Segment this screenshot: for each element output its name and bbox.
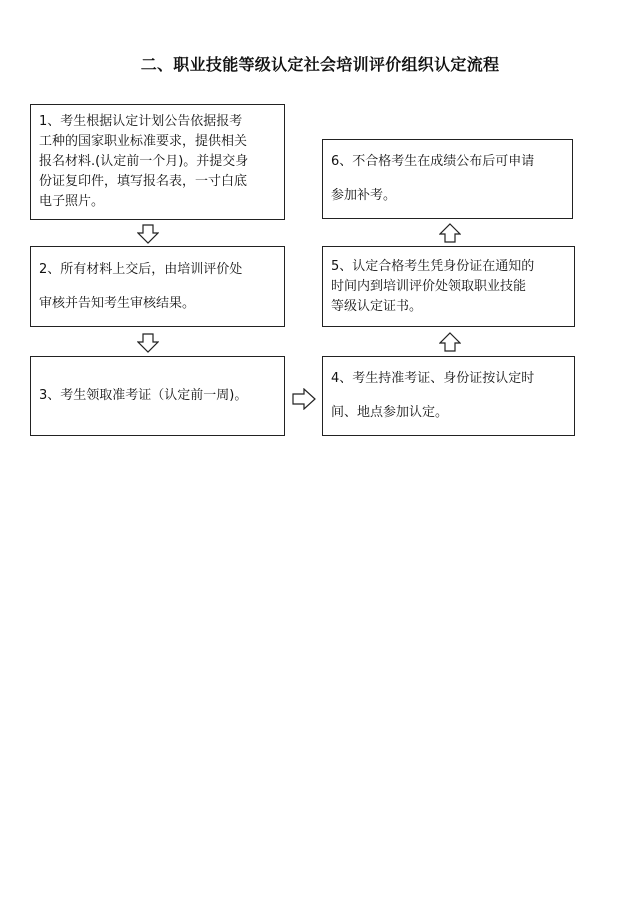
flow-step-6-text: 6、不合格考生在成绩公布后可申请 参加补考。 [331, 154, 535, 203]
flow-step-1-text: 1、考生根据认定计划公告依据报考 工种的国家职业标准要求，提供相关 报名材料.(认定前一个月)。并提交身 份证复印件，填写报名表，一寸白底 电子照片。 [39, 114, 249, 209]
arrow-up-icon [439, 223, 461, 243]
flow-step-3 [30, 356, 285, 436]
arrow-down-icon [137, 224, 159, 244]
flow-step-5 [322, 246, 575, 327]
page-title: 二、职业技能等级认定社会培训评价组织认定流程 [140, 55, 500, 74]
flow-step-2 [30, 246, 285, 327]
flow-step-5-text: 5、认定合格考生凭身份证在通知的 时间内到培训评价处领取职业技能 等级认定证书。 [331, 258, 535, 314]
flow-step-4 [322, 356, 575, 436]
arrow-down-icon [137, 333, 159, 353]
flow-step-1 [30, 104, 285, 220]
flow-step-2-text: 2、所有材料上交后，由培训评价处 审核并告知考生审核结果。 [39, 261, 243, 311]
arrow-up-icon [439, 332, 461, 352]
flow-step-3-text: 3、考生领取准考证（认定前一周)。 [39, 388, 248, 403]
flow-step-6 [322, 139, 573, 219]
flow-step-4-text: 4、考生持准考证、身份证按认定时 间、地点参加认定。 [331, 371, 535, 420]
arrow-right-icon [292, 388, 316, 410]
